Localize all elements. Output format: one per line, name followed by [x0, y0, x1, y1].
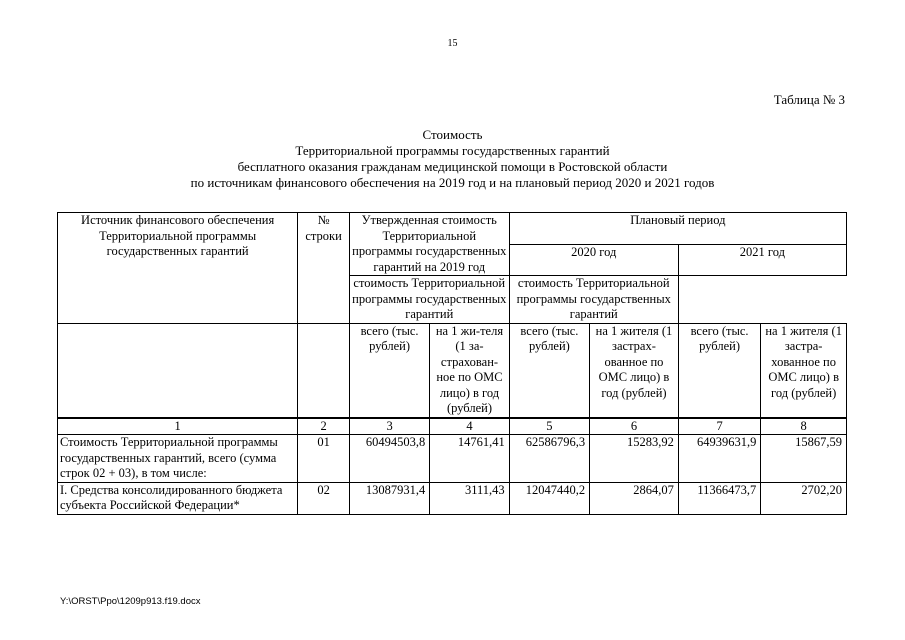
table-row — [58, 482, 847, 514]
row-code: 01 — [298, 435, 350, 483]
table-title — [0, 127, 905, 191]
column-number: 2 — [298, 418, 350, 435]
column-number: 3 — [349, 418, 429, 435]
cell-value: 64939631,9 — [678, 435, 761, 483]
cell-value: 62586796,3 — [509, 435, 589, 483]
title-line: Территориальной программы государственных гарантий — [295, 143, 610, 158]
title-line: бесплатного оказания гражданам медицинской помощи в Ростовской области — [237, 159, 668, 174]
page-number: 15 — [447, 38, 458, 49]
header-year-2021: 2021 год — [678, 244, 846, 276]
cell-value: 2864,07 — [590, 482, 679, 514]
table-row — [58, 435, 847, 483]
title-line: по источникам финансового обеспечения на 2019 год и на плановый период 2020 и 2021 годов — [190, 175, 715, 190]
cell-value: 11366473,7 — [678, 482, 761, 514]
header-row-units — [58, 323, 847, 418]
header-per-capita-2020: на 1 жителя (1 застрах-ованное по ОМС лицо) в год (рублей) — [590, 323, 679, 418]
header-total-2020: всего (тыс. рублей) — [509, 323, 589, 418]
header-row-1 — [58, 213, 847, 245]
cell-value: 60494503,8 — [349, 435, 429, 483]
column-number: 5 — [509, 418, 589, 435]
header-approved-cost: Утвержденная стоимость Территориальной программы государственных гарантий на 2019 год — [349, 213, 509, 276]
title-line: Стоимость — [422, 127, 483, 142]
cell-value: 2702,20 — [761, 482, 847, 514]
header-cost-2021: стоимость Территориальной программы государственных гарантий — [509, 276, 678, 324]
row-code: 02 — [298, 482, 350, 514]
cell-value: 14761,41 — [430, 435, 509, 483]
cell-value: 3111,43 — [430, 482, 509, 514]
row-name: Стоимость Территориальной программы государственных гарантий, всего (сумма строк 02 + 03), в том числе: — [58, 435, 298, 483]
header-cost-2020: стоимость Территориальной программы государственных гарантий — [349, 276, 509, 324]
header-total-2019: всего (тыс. рублей) — [349, 323, 429, 418]
cell-value: 12047440,2 — [509, 482, 589, 514]
cell-value: 15283,92 — [590, 435, 679, 483]
file-path-footer: Y:\ORST\Ppo\1209p913.f19.docx — [60, 596, 201, 607]
row-name: I. Средства консолидированного бюджета субъекта Российской Федерации* — [58, 482, 298, 514]
cell-value: 13087931,4 — [349, 482, 429, 514]
column-number: 8 — [761, 418, 847, 435]
header-per-capita-2019: на 1 жи-теля (1 за-страхован-ное по ОМС лицо) в год (рублей) — [430, 323, 509, 418]
header-year-2020: 2020 год — [509, 244, 678, 276]
column-number: 1 — [58, 418, 298, 435]
header-total-2021: всего (тыс. рублей) — [678, 323, 761, 418]
header-planned-period: Плановый период — [509, 213, 846, 245]
cell-value: 15867,59 — [761, 435, 847, 483]
header-per-capita-2021: на 1 жителя (1 застра-хованное по ОМС лицо) в год (рублей) — [761, 323, 847, 418]
cost-table — [57, 212, 847, 515]
column-number: 7 — [678, 418, 761, 435]
column-number: 6 — [590, 418, 679, 435]
header-row-number: № строки — [298, 213, 350, 324]
table-label: Таблица № 3 — [773, 92, 845, 107]
header-source: Источник финансового обеспечения Территориальной программы государственных гарантий — [58, 213, 298, 324]
column-number-row — [58, 418, 847, 435]
column-number: 4 — [430, 418, 509, 435]
